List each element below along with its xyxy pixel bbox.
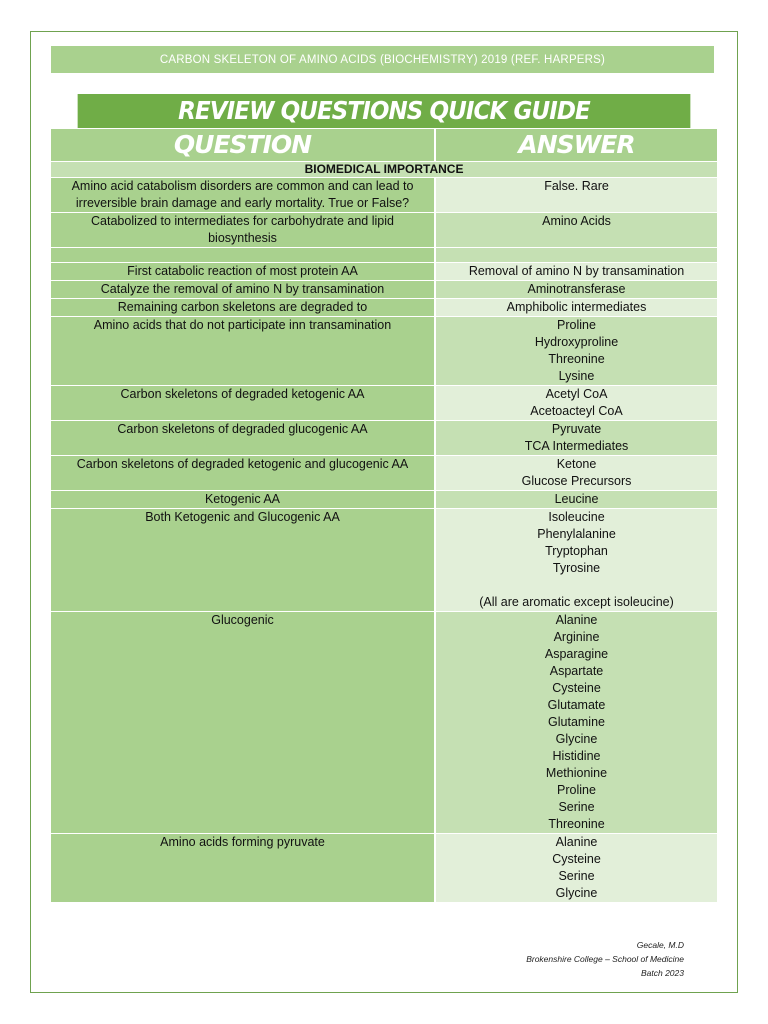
answer-cell bbox=[435, 281, 717, 299]
table-row bbox=[51, 834, 717, 903]
question-line: Catalyze the removal of amino N by transamination bbox=[100, 282, 385, 296]
spacer-cell bbox=[435, 248, 717, 263]
answer-line: Phenylalanine bbox=[537, 527, 616, 541]
question-cell bbox=[51, 263, 435, 281]
question-cell bbox=[51, 281, 435, 299]
answer-cell bbox=[435, 612, 717, 834]
footer-author: Gecale, M.D bbox=[636, 940, 684, 950]
answer-cell bbox=[435, 263, 717, 281]
answer-line: Serine bbox=[558, 800, 595, 814]
answer-line: Pyruvate bbox=[551, 422, 602, 436]
answer-line: Aspartate bbox=[549, 664, 604, 678]
question-line: Catabolized to intermediates for carbohydrate and lipid bbox=[91, 214, 394, 228]
question-cell bbox=[51, 317, 435, 386]
document-banner bbox=[51, 46, 714, 73]
answer-line: Hydroxyproline bbox=[534, 335, 619, 349]
answer-line: Threonine bbox=[548, 352, 605, 366]
answer-cell bbox=[435, 421, 717, 456]
question-cell bbox=[51, 509, 435, 612]
question-line: irreversible brain damage and early mortality. True or False? bbox=[75, 196, 410, 210]
answer-line: False. Rare bbox=[544, 179, 609, 193]
table-row bbox=[51, 299, 717, 317]
answer-cell bbox=[435, 491, 717, 509]
answer-line: Leucine bbox=[554, 492, 599, 506]
answer-cell bbox=[435, 213, 717, 248]
review-table bbox=[51, 94, 717, 903]
section-title: BIOMEDICAL IMPORTANCE bbox=[51, 162, 717, 178]
answer-cell bbox=[435, 509, 717, 612]
review-table-container bbox=[51, 94, 717, 903]
answer-line: Histidine bbox=[552, 749, 601, 763]
answer-line: Glutamate bbox=[547, 698, 606, 712]
answer-line: Methionine bbox=[545, 766, 608, 780]
question-line: Carbon skeletons of degraded ketogenic and glucogenic AA bbox=[76, 457, 409, 471]
question-line: Amino acid catabolism disorders are common and can lead to bbox=[71, 179, 414, 193]
answer-line: Threonine bbox=[548, 817, 605, 831]
table-row bbox=[51, 456, 717, 491]
qa-body bbox=[51, 178, 717, 903]
answer-line: Amphibolic intermediates bbox=[506, 300, 647, 314]
answer-cell bbox=[435, 386, 717, 421]
table-row bbox=[51, 317, 717, 386]
answer-cell bbox=[435, 178, 717, 213]
answer-line: Tryptophan bbox=[545, 544, 608, 558]
footer-school: Brokenshire College – School of Medicine bbox=[526, 954, 684, 964]
question-cell bbox=[51, 299, 435, 317]
answer-line: Alanine bbox=[555, 613, 598, 627]
answer-line: Ketone bbox=[556, 457, 597, 471]
answer-line: Cysteine bbox=[552, 852, 601, 866]
answer-line: Proline bbox=[557, 318, 596, 332]
answer-line: Acetoacteyl CoA bbox=[530, 404, 623, 418]
footer-batch: Batch 2023 bbox=[640, 968, 684, 978]
question-line: Carbon skeletons of degraded ketogenic AA bbox=[120, 387, 365, 401]
answer-line: Amino Acids bbox=[542, 214, 611, 228]
answer-line: Acetyl CoA bbox=[545, 387, 608, 401]
answer-line: Cysteine bbox=[552, 681, 601, 695]
question-cell bbox=[51, 612, 435, 834]
answer-line: Aminotransferase bbox=[527, 282, 626, 296]
answer-line: Glutamine bbox=[548, 715, 605, 729]
question-line: Amino acids that do not participate inn transamination bbox=[93, 318, 392, 332]
table-row bbox=[51, 281, 717, 299]
question-cell bbox=[51, 491, 435, 509]
answer-line: Isoleucine bbox=[548, 510, 605, 524]
answer-line: Serine bbox=[558, 869, 595, 883]
question-line: Both Ketogenic and Glucogenic AA bbox=[145, 510, 340, 524]
question-line: Carbon skeletons of degraded glucogenic AA bbox=[117, 422, 368, 436]
answer-cell bbox=[435, 317, 717, 386]
question-cell bbox=[51, 213, 435, 248]
answer-line: Proline bbox=[557, 783, 596, 797]
spacer-row bbox=[51, 248, 717, 263]
table-title-row bbox=[51, 94, 717, 129]
answer-line: Arginine bbox=[553, 630, 600, 644]
answer-cell bbox=[435, 834, 717, 903]
answer-line bbox=[440, 577, 713, 594]
table-row bbox=[51, 213, 717, 248]
answer-line: Tyrosine bbox=[552, 561, 601, 575]
answer-line: Glucose Precursors bbox=[521, 474, 632, 488]
answer-line: Alanine bbox=[555, 835, 598, 849]
banner-text: CARBON SKELETON OF AMINO ACIDS (BIOCHEMISTRY) 2019 (REF. HARPERS) bbox=[159, 53, 606, 66]
question-line: Ketogenic AA bbox=[204, 492, 281, 506]
answer-line: Glycine bbox=[555, 886, 598, 900]
question-line: First catabolic reaction of most protein AA bbox=[127, 264, 358, 278]
answer-line: Lysine bbox=[558, 369, 595, 383]
question-line: Glucogenic bbox=[211, 613, 274, 627]
answer-line: Removal of amino N by transamination bbox=[468, 264, 685, 278]
question-cell bbox=[51, 178, 435, 213]
question-cell bbox=[51, 421, 435, 456]
question-cell bbox=[51, 834, 435, 903]
answer-line: Glycine bbox=[555, 732, 598, 746]
table-row bbox=[51, 386, 717, 421]
table-row bbox=[51, 612, 717, 834]
table-row bbox=[51, 421, 717, 456]
answer-line: TCA Intermediates bbox=[524, 439, 629, 453]
answer-cell bbox=[435, 456, 717, 491]
table-title: REVIEW QUESTIONS QUICK GUIDE bbox=[78, 94, 691, 129]
table-row bbox=[51, 491, 717, 509]
question-line: Remaining carbon skeletons are degraded to bbox=[117, 300, 368, 314]
footer-credits bbox=[526, 938, 684, 980]
question-line: biosynthesis bbox=[208, 231, 277, 245]
question-cell bbox=[51, 456, 435, 491]
answer-line: (All are aromatic except isoleucine) bbox=[479, 595, 674, 609]
question-line: Amino acids forming pyruvate bbox=[160, 835, 325, 849]
answer-column-header: ANSWER bbox=[435, 129, 717, 162]
question-column-header: QUESTION bbox=[51, 129, 435, 162]
column-header-row bbox=[51, 129, 717, 162]
answer-cell bbox=[435, 299, 717, 317]
spacer-cell bbox=[51, 248, 435, 263]
table-row bbox=[51, 178, 717, 213]
table-row bbox=[51, 263, 717, 281]
section-header-row bbox=[51, 162, 717, 178]
answer-line: Asparagine bbox=[544, 647, 609, 661]
question-cell bbox=[51, 386, 435, 421]
table-row bbox=[51, 509, 717, 612]
